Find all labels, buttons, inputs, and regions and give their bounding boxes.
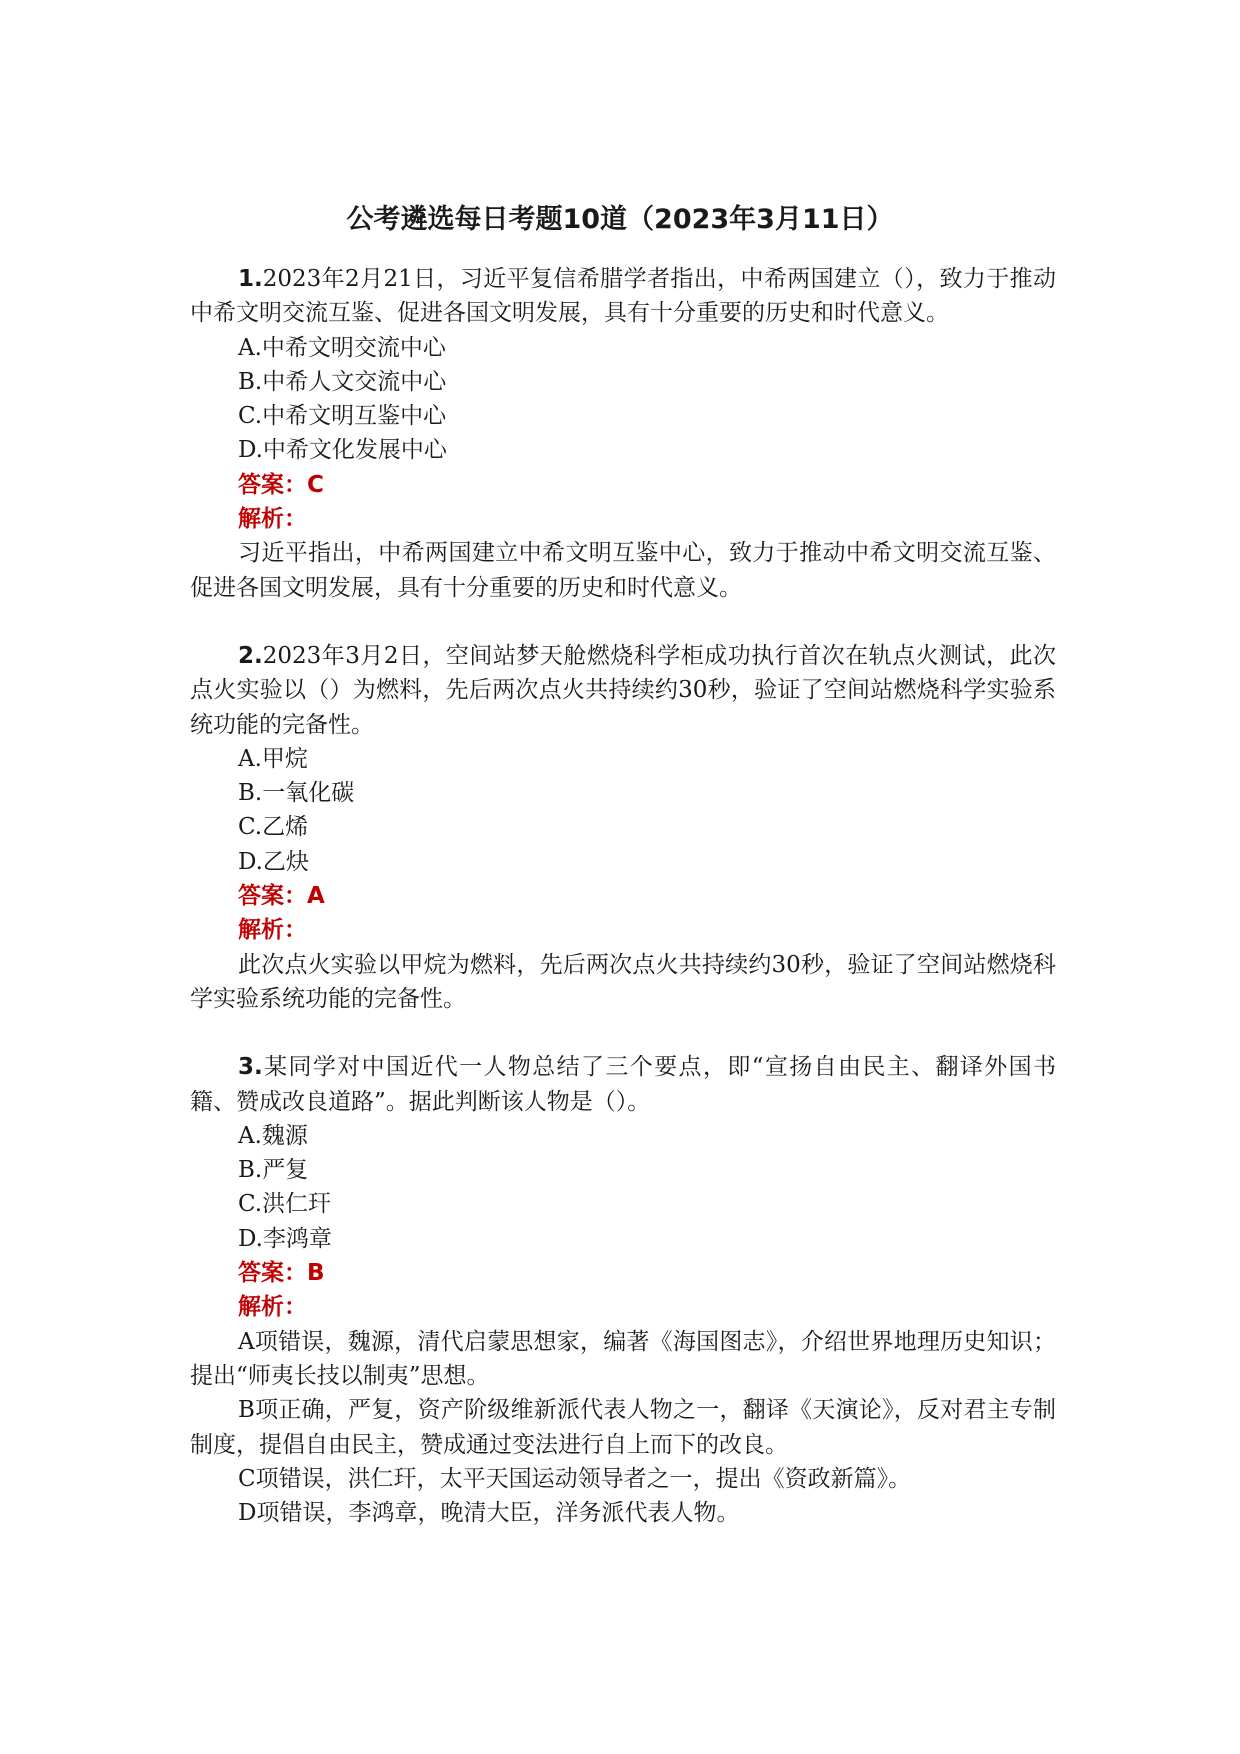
analysis-text: A项错误，魏源，清代启蒙思想家，编著《海国图志》，介绍世界地理历史知识；提出“师夷长技以制夷”思想。: [190, 1328, 1056, 1389]
analysis-label: 解析：: [238, 506, 307, 533]
question-stem: [190, 1050, 1056, 1119]
option-b: B.严复: [238, 1157, 309, 1184]
question-list: [190, 262, 1056, 1564]
document-title: 公考遴选每日考题10道（2023年3月11日）: [346, 204, 894, 235]
question-block: [190, 639, 1056, 1016]
question-text: 2023年2月21日，习近平复信希腊学者指出，中希两国建立（），致力于推动中希文明交流互鉴、促进各国文明发展，具有十分重要的历史和时代意义。: [190, 266, 1056, 327]
analysis-label: 解析：: [238, 917, 307, 944]
option-c: C.乙烯: [238, 814, 309, 841]
question-block: [190, 1050, 1056, 1530]
answer-label: 答案：B: [238, 1260, 325, 1287]
option-d: D.中希文化发展中心: [238, 437, 447, 464]
analysis-text: D项错误，李鸿章，晚清大臣，洋务派代表人物。: [238, 1500, 740, 1527]
option-b: B.中希人文交流中心: [238, 368, 447, 395]
question-block: [190, 262, 1056, 605]
question-text: 2023年3月2日，空间站梦天舱燃烧科学柜成功执行首次在轨点火测试，此次点火实验以（）为燃料，先后两次点火共持续约30秒，验证了空间站燃烧科学实验系统功能的完备性。: [190, 642, 1056, 738]
option-b: B.一氧化碳: [238, 780, 355, 807]
analysis-label: 解析：: [238, 1294, 307, 1321]
answer-label: 答案：C: [238, 471, 324, 498]
question-stem: [190, 262, 1056, 331]
question-number: 3.: [238, 1054, 263, 1081]
question-stem: [190, 639, 1056, 742]
analysis-text: B项正确，严复，资产阶级维新派代表人物之一，翻译《天演论》，反对君主专制制度，提倡自由民主，赞成通过变法进行自上而下的改良。: [190, 1397, 1056, 1458]
option-a: A.中希文明交流中心: [238, 334, 446, 361]
question-text: 某同学对中国近代一人物总结了三个要点，即“宣扬自由民主、翻译外国书籍、赞成改良道路”。据此判断该人物是（）。: [190, 1054, 1056, 1115]
analysis-text: C项错误，洪仁玕，太平天国运动领导者之一，提出《资政新篇》。: [238, 1465, 912, 1492]
option-d: D.李鸿章: [238, 1225, 332, 1252]
analysis-text: 此次点火实验以甲烷为燃料，先后两次点火共持续约30秒，验证了空间站燃烧科学实验系统功能的完备性。: [190, 951, 1056, 1012]
question-number: 2.: [238, 642, 263, 669]
option-a: A.魏源: [238, 1122, 308, 1149]
option-d: D.乙炔: [238, 848, 309, 875]
analysis-text: 习近平指出，中希两国建立中希文明互鉴中心，致力于推动中希文明交流互鉴、促进各国文明发展，具有十分重要的历史和时代意义。: [190, 540, 1056, 601]
option-c: C.中希文明互鉴中心: [238, 403, 447, 430]
answer-label: 答案：A: [238, 883, 325, 910]
question-number: 1.: [238, 266, 263, 292]
option-a: A.甲烷: [238, 745, 308, 772]
option-c: C.洪仁玕: [238, 1191, 332, 1218]
